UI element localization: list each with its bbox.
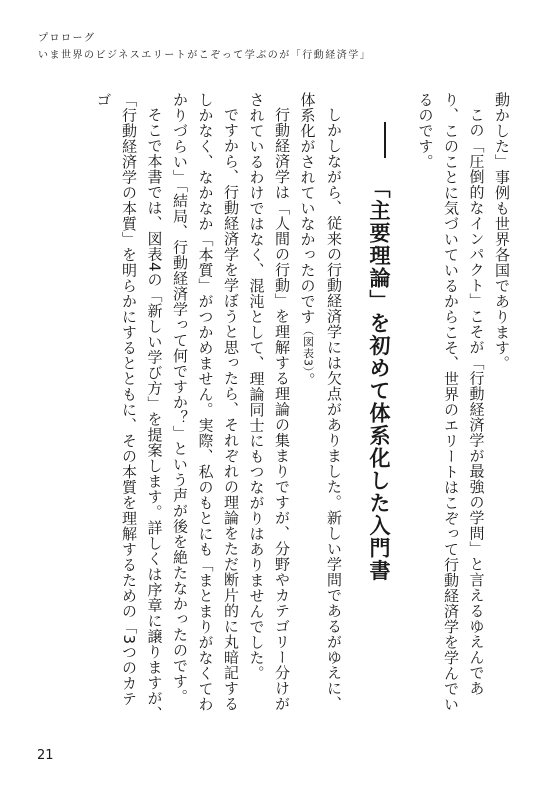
figure-reference: （図表3）	[301, 324, 315, 373]
running-header	[38, 30, 371, 64]
paragraph: この「圧倒的なインパクト」こそが「行動経済学が最強の学問」と言えるゆえんであり、このことに気づいているからこそ、世界のエリートはこぞって行動経済学を学んでいるのです。	[416, 92, 486, 712]
page-number: 21	[37, 748, 54, 763]
paragraph-text: しかしながら、従来の行動経済学には欠点がありました。新しい学問であるがゆえに、体系化がされていなかったのです	[298, 92, 343, 712]
section-heading	[364, 92, 394, 692]
body-text	[90, 92, 514, 722]
running-header-section: プロローグ	[38, 33, 96, 44]
paragraph: 行動経済学は「人間の行動」を理解する理論の集まりですが、分野やカテゴリー分けがされているわけではなく、混沌として、理論同士にもつながりはありませんでした。	[247, 92, 291, 712]
paragraph: 動かした」事例も世界各国であります。	[493, 92, 511, 371]
heading-rule	[384, 122, 386, 158]
paragraph: ですから、行動経済学を学ぼうと思ったら、それぞれの理論をただ断片的に丸暗記するしかなく、なかなか「本質」がつかめません。実際、私のもとにも「まとまりがなくてわかりづらい」「結局、行動経済学って何ですか？」という声が後を絶たなかったのです。	[171, 92, 240, 712]
running-header-subtitle: いま世界のビジネスエリートがこぞって学ぶのが「行動経済学」	[38, 50, 372, 61]
section-heading-text: 「主要理論」を初めて体系化した入門書	[367, 176, 391, 582]
paragraph: そこで本書では、図表4の「新しい学び方」を提案します。詳しくは序章に譲りますが、「行動経済学の本質」を明らかにするとともに、その本質を理解するための「3つのカテゴ	[94, 92, 164, 722]
paragraph	[294, 92, 346, 722]
paragraph-text-end: 。	[298, 372, 317, 388]
